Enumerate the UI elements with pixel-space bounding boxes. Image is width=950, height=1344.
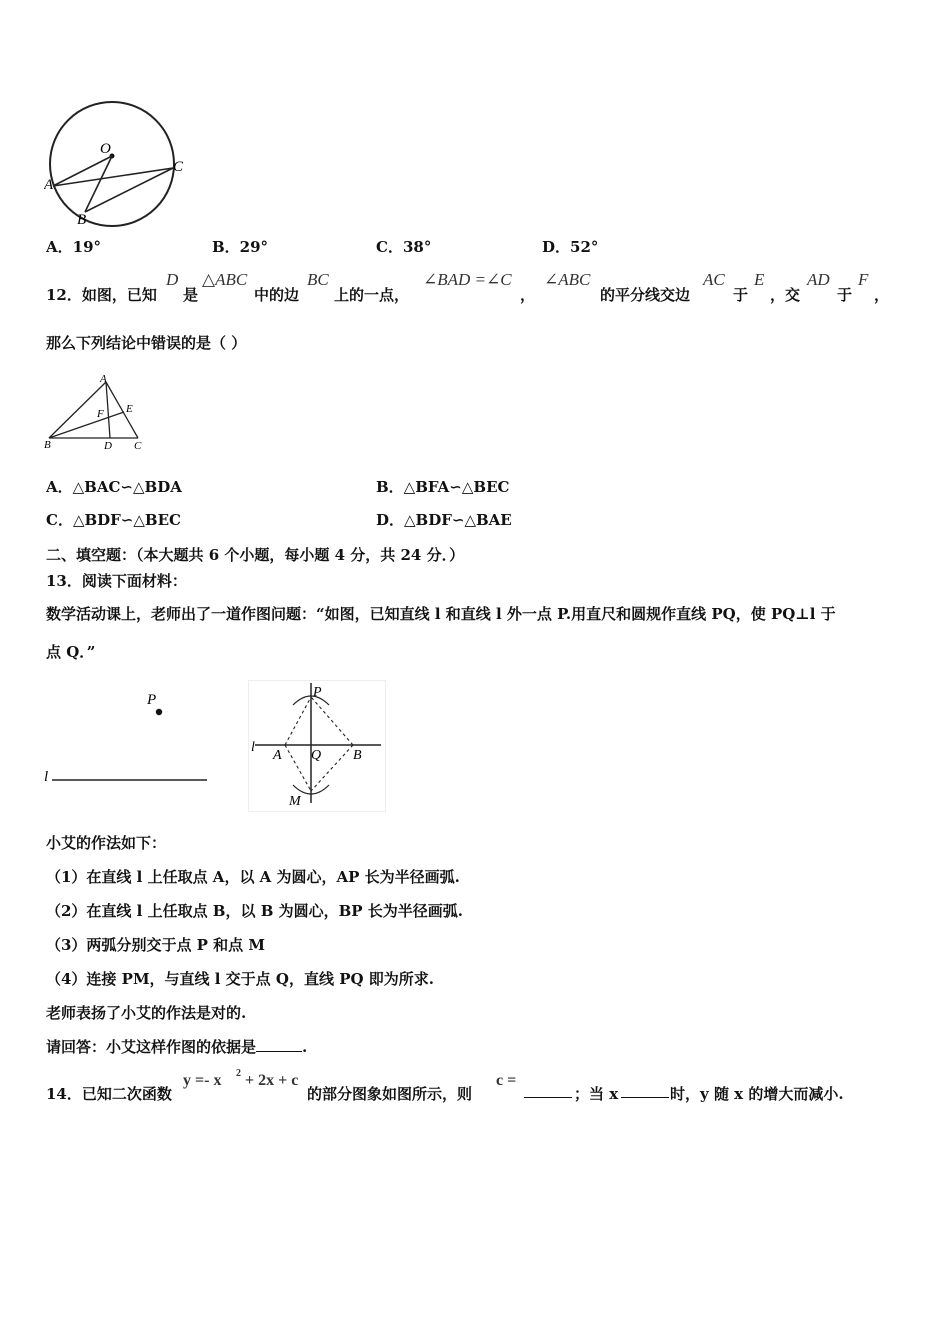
q11-circle-figure [44,96,189,228]
label-l: l [251,740,255,755]
q13-figure-construction [248,680,386,812]
q12-is: 是 [183,286,199,304]
q14-formula-sup: 2 [236,1068,241,1079]
q12-mid-edge: 中的边 [254,286,300,304]
label-m: M [289,794,301,809]
dash-am [285,745,311,791]
label-a: A [273,748,282,763]
q14-lead: 14．已知二次函数 [46,1085,172,1103]
q14-c-blank[interactable] [524,1083,572,1098]
q13-step-1: （1）在直线 l 上任取点 A，以 A 为圆心，AP 长为半径画弧. [46,868,460,886]
q12-end-comma: ， [874,286,890,304]
q12-angle-eq: ∠BAD =∠C [423,270,512,289]
q11-option-b: B．29° [212,238,269,256]
q14-semicolon: ；当 x [574,1085,619,1103]
q12-bisector: 的平分线交边 [600,286,691,304]
q13-praise: 老师表扬了小艾的作法是对的. [46,1004,247,1022]
q12-line1 [46,270,906,304]
dash-bp [311,697,353,745]
q12-d: D [166,270,179,289]
segment-be [49,412,124,438]
label-l: l [44,769,49,785]
label-b: B [77,212,87,228]
q12-bc: BC [307,270,329,289]
q11-option-d: D．52° [542,238,599,256]
q13-step-4: （4）连接 PM，与直线 l 交于点 Q，直线 PQ 即为所求. [46,970,434,988]
q12-option-b: B．△BFA∽△BEC [376,478,510,496]
side-ac [106,382,138,438]
q12-tri-abc: △ABC [202,270,248,289]
q12-angle-abc: ∠ABC [544,270,591,289]
q12-f: F [858,270,869,289]
label-o: O [100,141,111,157]
q12-line2: 那么下列结论中错误的是（ ） [46,334,247,352]
q13-title: 13．阅读下面材料： [46,572,187,590]
q13-ask: 请回答：小艾这样作图的依据是 [46,1038,257,1056]
label-c: C [173,159,184,175]
segment-ad [106,382,110,438]
q12-ac: AC [703,270,725,289]
q12-option-c: C．△BDF∽△BEC [46,511,181,529]
q12-e: E [754,270,765,289]
q11-option-c: C．38° [376,238,432,256]
q12-cross: ，交 [770,286,801,304]
q11-option-a: A．19° [46,238,102,256]
q12-at2: 于 [837,286,853,304]
q13-method-title: 小艾的作法如下： [46,834,167,852]
q14-formula-rest: + 2x + c [245,1072,299,1089]
q12-number: 12．如图，已知 [46,286,157,304]
q13-para1: 数学活动课上，老师出了一道作图问题：“如图，已知直线 l 和直线 l 外一点 P.用直尺和圆规作直线 PQ，使 PQ⊥l 于 [46,605,836,623]
point-p [156,709,162,715]
q12-comma: ， [520,286,536,304]
q14-c-eq: c = [496,1072,517,1089]
q13-answer-blank[interactable] [256,1037,302,1052]
q13-step-3: （3）两弧分别交于点 P 和点 M [46,936,265,954]
label-f: F [97,408,104,420]
label-a: A [100,373,107,385]
q14-x-blank[interactable] [621,1083,669,1098]
label-c: C [134,440,142,452]
circle-o [50,102,174,226]
q13-ask-end: . [302,1038,308,1056]
segment-ob [85,156,112,212]
q12-ad: AD [807,270,830,289]
label-e: E [126,403,133,415]
label-d: D [104,440,112,452]
q14-when: 时，y 随 x 的增大而减小. [670,1085,844,1103]
q14-line [46,1068,906,1108]
label-p: P [313,685,322,700]
q13-figure-given [44,684,214,796]
label-p: P [147,692,157,708]
q13-step-2: （2）在直线 l 上任取点 B，以 B 为圆心，BP 长为半径画弧. [46,902,464,920]
q13-question [46,1036,307,1057]
section-fill-blank-title: 二、填空题：（本大题共 6 个小题，每小题 4 分，共 24 分．） [46,546,465,564]
q14-formula-y: y =- x [183,1072,222,1089]
label-b: B [44,439,51,451]
q14-mid: 的部分图象如图所示，则 [307,1085,473,1103]
q12-on-point: 上的一点， [334,286,410,304]
q12-option-a: A．△BAC∽△BDA [46,478,182,496]
label-q: Q [311,748,322,763]
label-a: A [44,177,54,193]
q12-at1: 于 [733,286,749,304]
q13-para2: 点 Q．” [46,643,96,661]
label-b: B [353,748,362,763]
q12-triangle-figure [44,372,154,454]
dash-ap [285,697,311,745]
q12-option-d: D．△BDF∽△BAE [376,511,512,529]
